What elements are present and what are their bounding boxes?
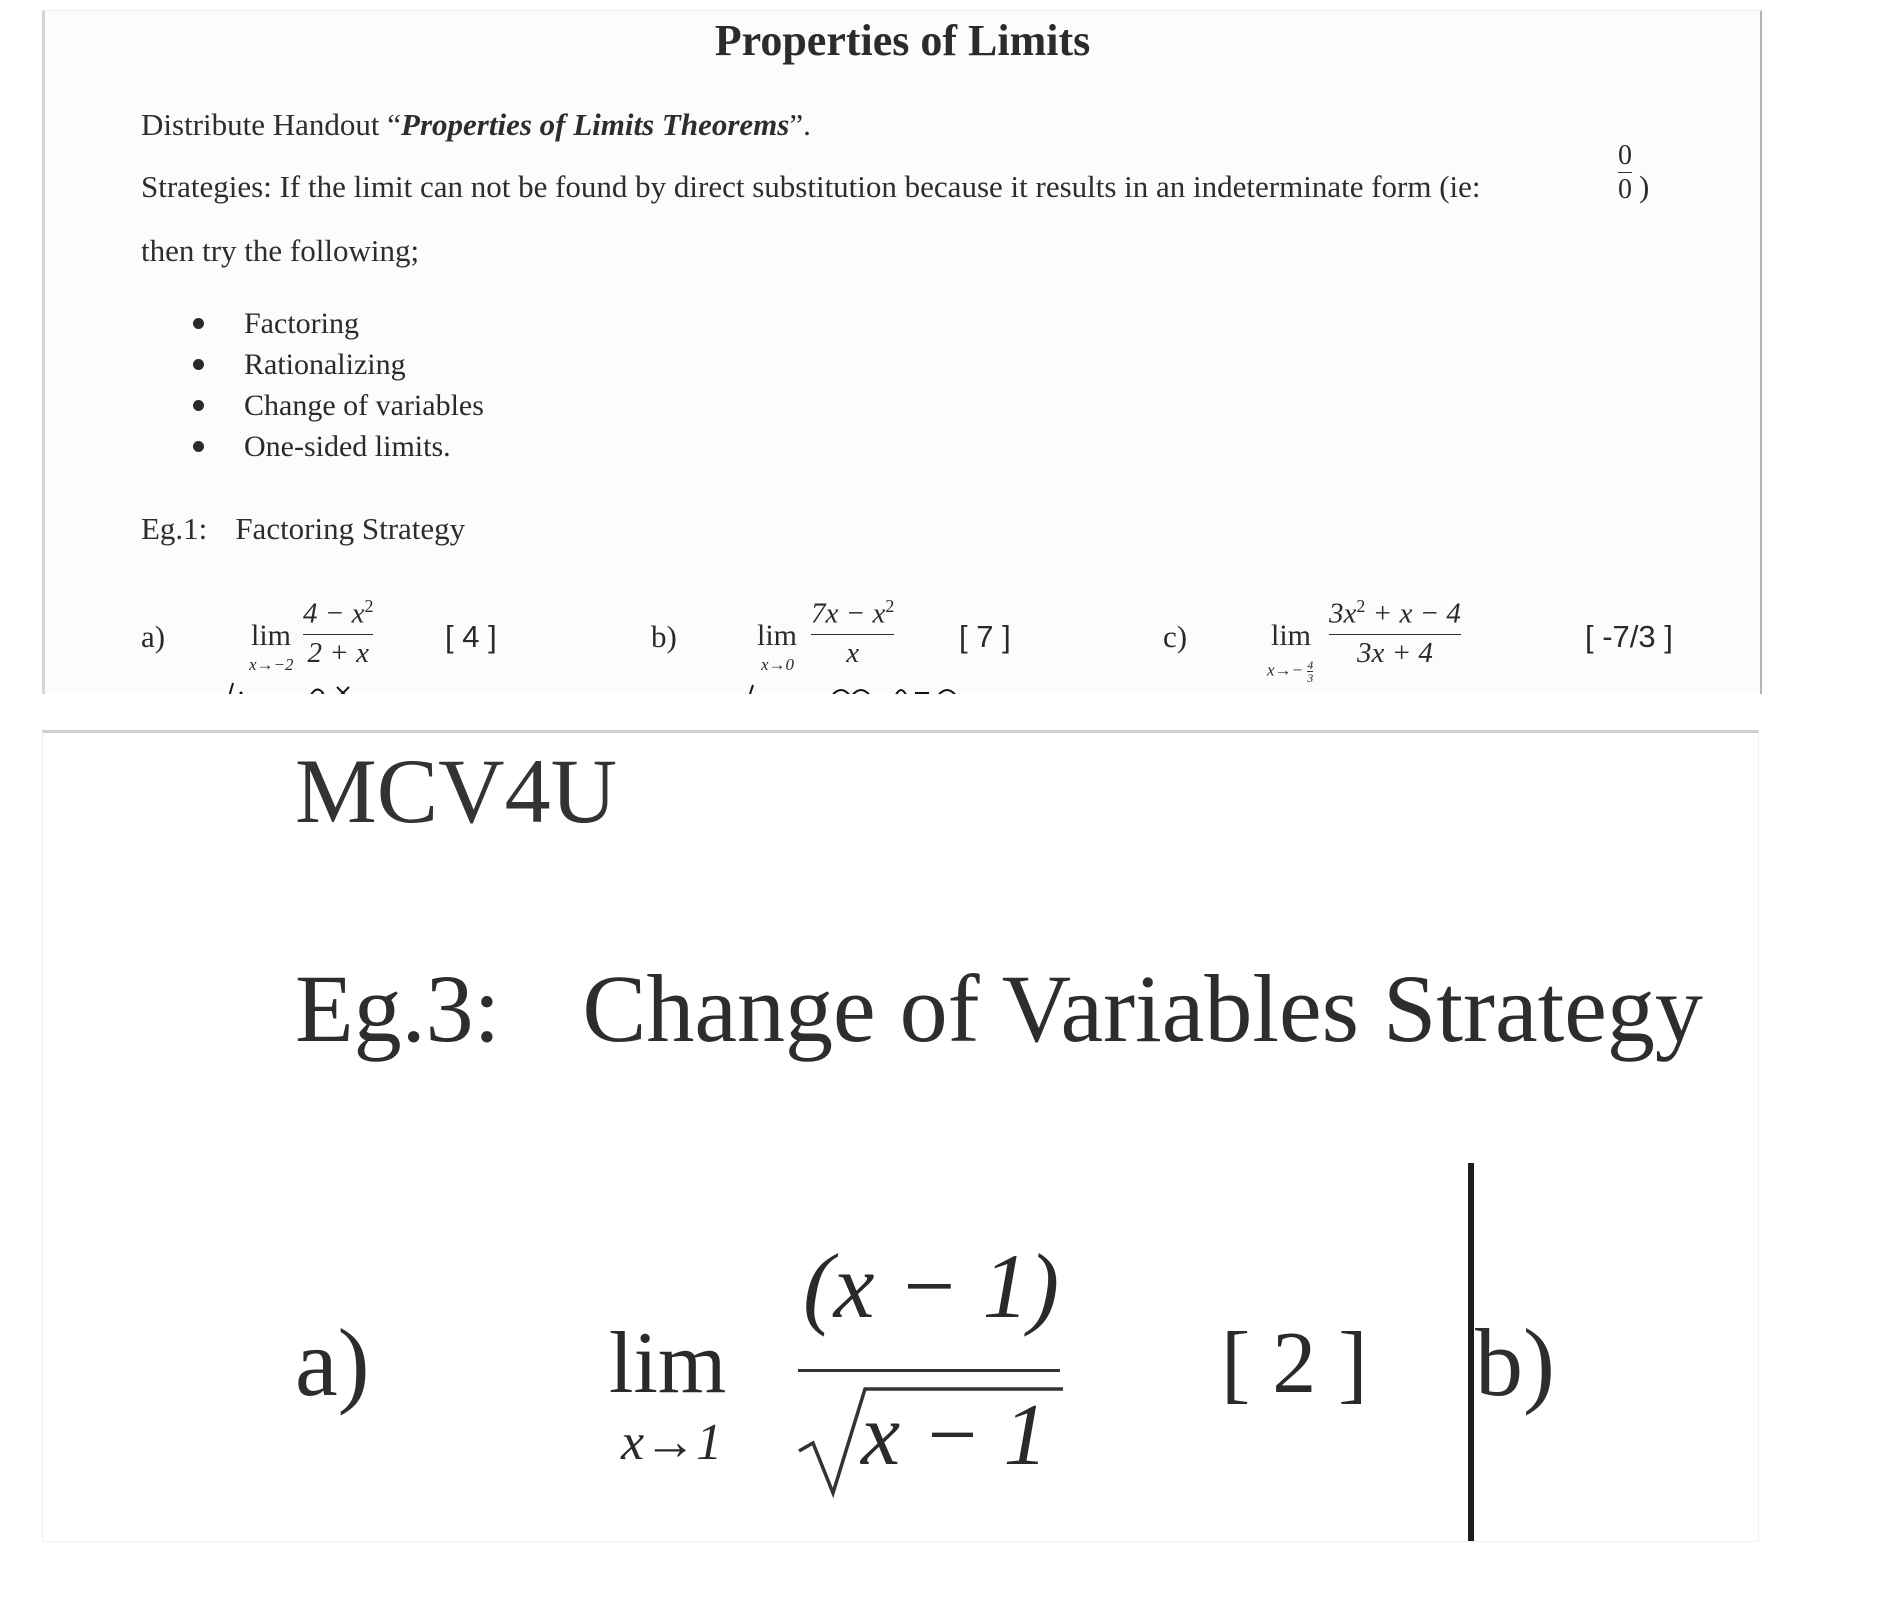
example-a-denominator: 2 + x <box>307 636 369 669</box>
example-b-lim: lim <box>757 619 798 652</box>
handwriting-scribble <box>745 679 985 694</box>
eg3-heading <box>295 953 1703 1064</box>
eg1-heading <box>141 511 465 547</box>
bullet-icon <box>193 318 204 329</box>
example-c-denominator: 3x + 4 <box>1356 636 1433 669</box>
example-c-label: c) <box>1163 619 1188 654</box>
list-item: Factoring <box>193 303 484 344</box>
example-c-numerator: $3x^2 + x - 4$ <box>1329 596 1461 630</box>
page-title: Properties of Limits <box>714 16 1091 65</box>
example-a-denominator: x − 1 <box>795 1381 1065 1506</box>
example-a-subscript: x→−2 <box>249 655 294 674</box>
example-a-label: a) <box>141 619 166 654</box>
then-text: then try the following; <box>141 233 420 268</box>
indeterminate-fraction <box>1618 141 1632 205</box>
example-c-answer: [ -7/3 ] <box>1585 619 1673 654</box>
course-code: MCV4U <box>295 740 618 842</box>
example-c-subscript: x→− $\frac{4}{3}$ <box>1267 658 1314 685</box>
example-a-numerator: 4 − x <box>303 597 365 630</box>
indeterminate-denominator: 0 <box>1618 174 1632 206</box>
example-a-lim: lim <box>609 1315 727 1412</box>
example-a-subscript: x→1 <box>621 1414 723 1471</box>
example-b-numerator: 7x − x <box>811 597 886 630</box>
bullet-icon <box>193 400 204 411</box>
example-b-label: b) <box>651 619 677 654</box>
example-a-fraction: $4 - x^2$ 2 + x <box>303 596 374 669</box>
example-a-answer: [ 4 ] <box>445 619 497 654</box>
example-b-fraction: $7x - x^2$ x <box>811 596 895 669</box>
list-item: One-sided limits. <box>193 426 484 467</box>
eg3-label: Eg.3: <box>295 955 501 1062</box>
handout-prefix: Distribute Handout “ <box>141 107 402 142</box>
example-a-answer: [ 2 ] <box>1221 1315 1368 1412</box>
bullet-icon <box>193 359 204 370</box>
example-a-label: a) <box>295 1309 370 1416</box>
example-b-subscript: x→0 <box>761 655 795 674</box>
example-b-label: b) <box>1475 1309 1555 1416</box>
eg3-title: Change of Variables Strategy <box>582 955 1703 1062</box>
example-a-numerator: (x − 1) <box>803 1235 1060 1337</box>
indeterminate-numerator: 0 <box>1618 140 1632 171</box>
example-a-lim: lim <box>251 619 292 652</box>
handout-name: Properties of Limits Theorems <box>401 107 790 142</box>
list-item: Rationalizing <box>193 344 484 385</box>
close-paren: ) <box>1639 169 1650 204</box>
handwriting-scribble <box>225 675 385 694</box>
eg1-title: Factoring Strategy <box>235 511 466 546</box>
example-b-denominator: x <box>846 636 860 669</box>
handout-line <box>141 107 811 143</box>
bullet-icon <box>193 441 204 452</box>
strategy-list <box>193 303 484 467</box>
example-b-answer: [ 7 ] <box>959 619 1011 654</box>
example-c-fraction <box>1329 597 1461 669</box>
divider-line <box>1468 1163 1474 1541</box>
handout-bottom-panel <box>42 730 1759 1542</box>
handout-top-panel <box>42 10 1762 694</box>
handout-suffix: ”. <box>789 107 811 142</box>
list-item: Change of variables <box>193 385 484 426</box>
eg1-label: Eg.1: <box>141 511 208 546</box>
example-c-lim: lim <box>1271 619 1312 652</box>
fraction-bar <box>798 1369 1060 1372</box>
strategies-text: Strategies: If the limit can not be found by direct substitution because it results in an indeterminate form (ie: <box>141 169 1481 204</box>
